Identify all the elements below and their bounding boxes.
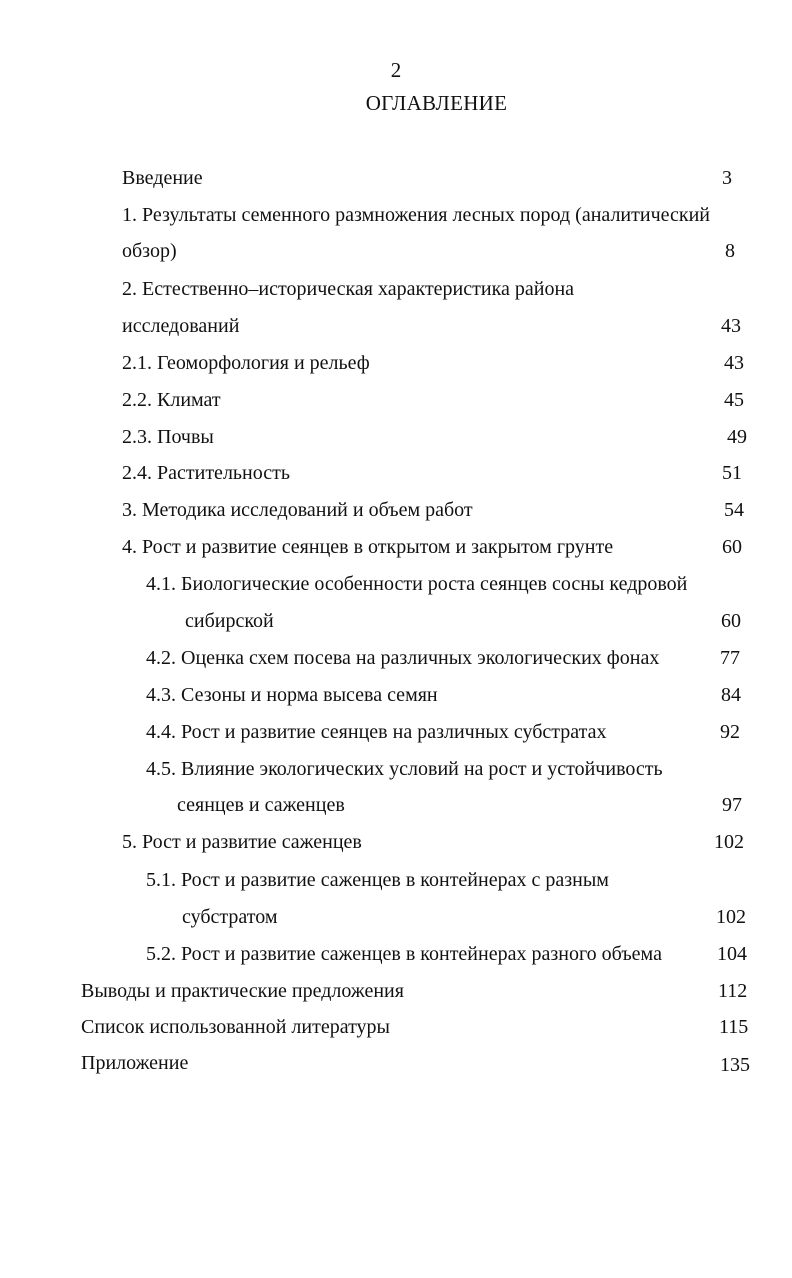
toc-entry-page: 77	[720, 647, 740, 669]
toc-entry-page: 60	[722, 536, 742, 558]
toc-entry-page: 45	[724, 389, 744, 411]
toc-entry-text: Введение	[122, 167, 203, 189]
toc-entry-page: 112	[718, 980, 748, 1002]
toc-entry-text: 2. Естественно–историческая характеристика района	[122, 278, 575, 300]
toc-entry-page: 51	[722, 462, 742, 484]
toc-entry-page: 54	[724, 499, 744, 521]
toc-entry-text: 1. Результаты семенного размножения лесных пород (аналитический	[122, 204, 711, 226]
toc-entry-text: 2.4. Растительность	[122, 462, 290, 484]
toc-entry-text: 3. Методика исследований и объем работ	[122, 499, 473, 521]
toc-entry-page: 43	[724, 352, 744, 374]
toc-entry-text: Выводы и практические предложения	[81, 980, 404, 1002]
toc-entry-page: 102	[716, 906, 746, 928]
toc-entry-text: обзор)	[122, 240, 177, 262]
toc-entry-text: сибирской	[185, 610, 274, 632]
toc-entry-text: Список использованной литературы	[81, 1016, 390, 1038]
toc-entry-page: 115	[719, 1016, 749, 1038]
toc-entry-text: 2.2. Климат	[122, 389, 221, 411]
toc-entry-page: 60	[721, 610, 741, 632]
toc-entry-text: 4.2. Оценка схем посева на различных экологических фонах	[146, 647, 660, 669]
toc-entry-text: 4.4. Рост и развитие сеянцев на различных субстратах	[146, 721, 607, 743]
toc-entry-page: 3	[722, 167, 732, 189]
toc-entry-page: 92	[720, 721, 740, 743]
toc-entry-text: исследований	[122, 315, 240, 337]
toc-entry-text: 2.3. Почвы	[122, 426, 214, 448]
toc-entry-text: 5. Рост и развитие саженцев	[122, 831, 362, 853]
toc-entry-text: субстратом	[182, 906, 278, 928]
toc-entry-text: 5.2. Рост и развитие саженцев в контейнерах разного объема	[146, 943, 662, 965]
toc-entry-text: 4. Рост и развитие сеянцев в открытом и закрытом грунте	[122, 536, 614, 558]
toc-entry-text: Приложение	[81, 1052, 189, 1074]
toc-entry-text: 5.1. Рост и развитие саженцев в контейнерах с разным	[146, 869, 609, 891]
toc-entry-page: 43	[721, 315, 741, 337]
toc-entry-page: 49	[727, 426, 747, 448]
toc-entry-page: 102	[714, 831, 744, 853]
toc-entry-text: 4.1. Биологические особенности роста сеянцев сосны кедровой	[146, 573, 688, 595]
toc-entry-text: 2.1. Геоморфология и рельеф	[122, 352, 370, 374]
toc-entry-text: 4.5. Влияние экологических условий на рост и устойчивость	[146, 758, 663, 780]
toc-entry-text: сеянцев и саженцев	[177, 794, 345, 816]
toc-entry-page: 104	[717, 943, 747, 965]
toc-entry-text: 4.3. Сезоны и норма высева семян	[146, 684, 438, 706]
toc-title: ОГЛАВЛЕНИЕ	[365, 91, 508, 115]
page-number: 2	[390, 58, 402, 82]
toc-entry-page: 8	[725, 240, 735, 262]
toc-entry-page: 84	[721, 684, 741, 706]
toc-entry-page: 97	[722, 794, 742, 816]
toc-entry-page: 135	[720, 1054, 750, 1076]
